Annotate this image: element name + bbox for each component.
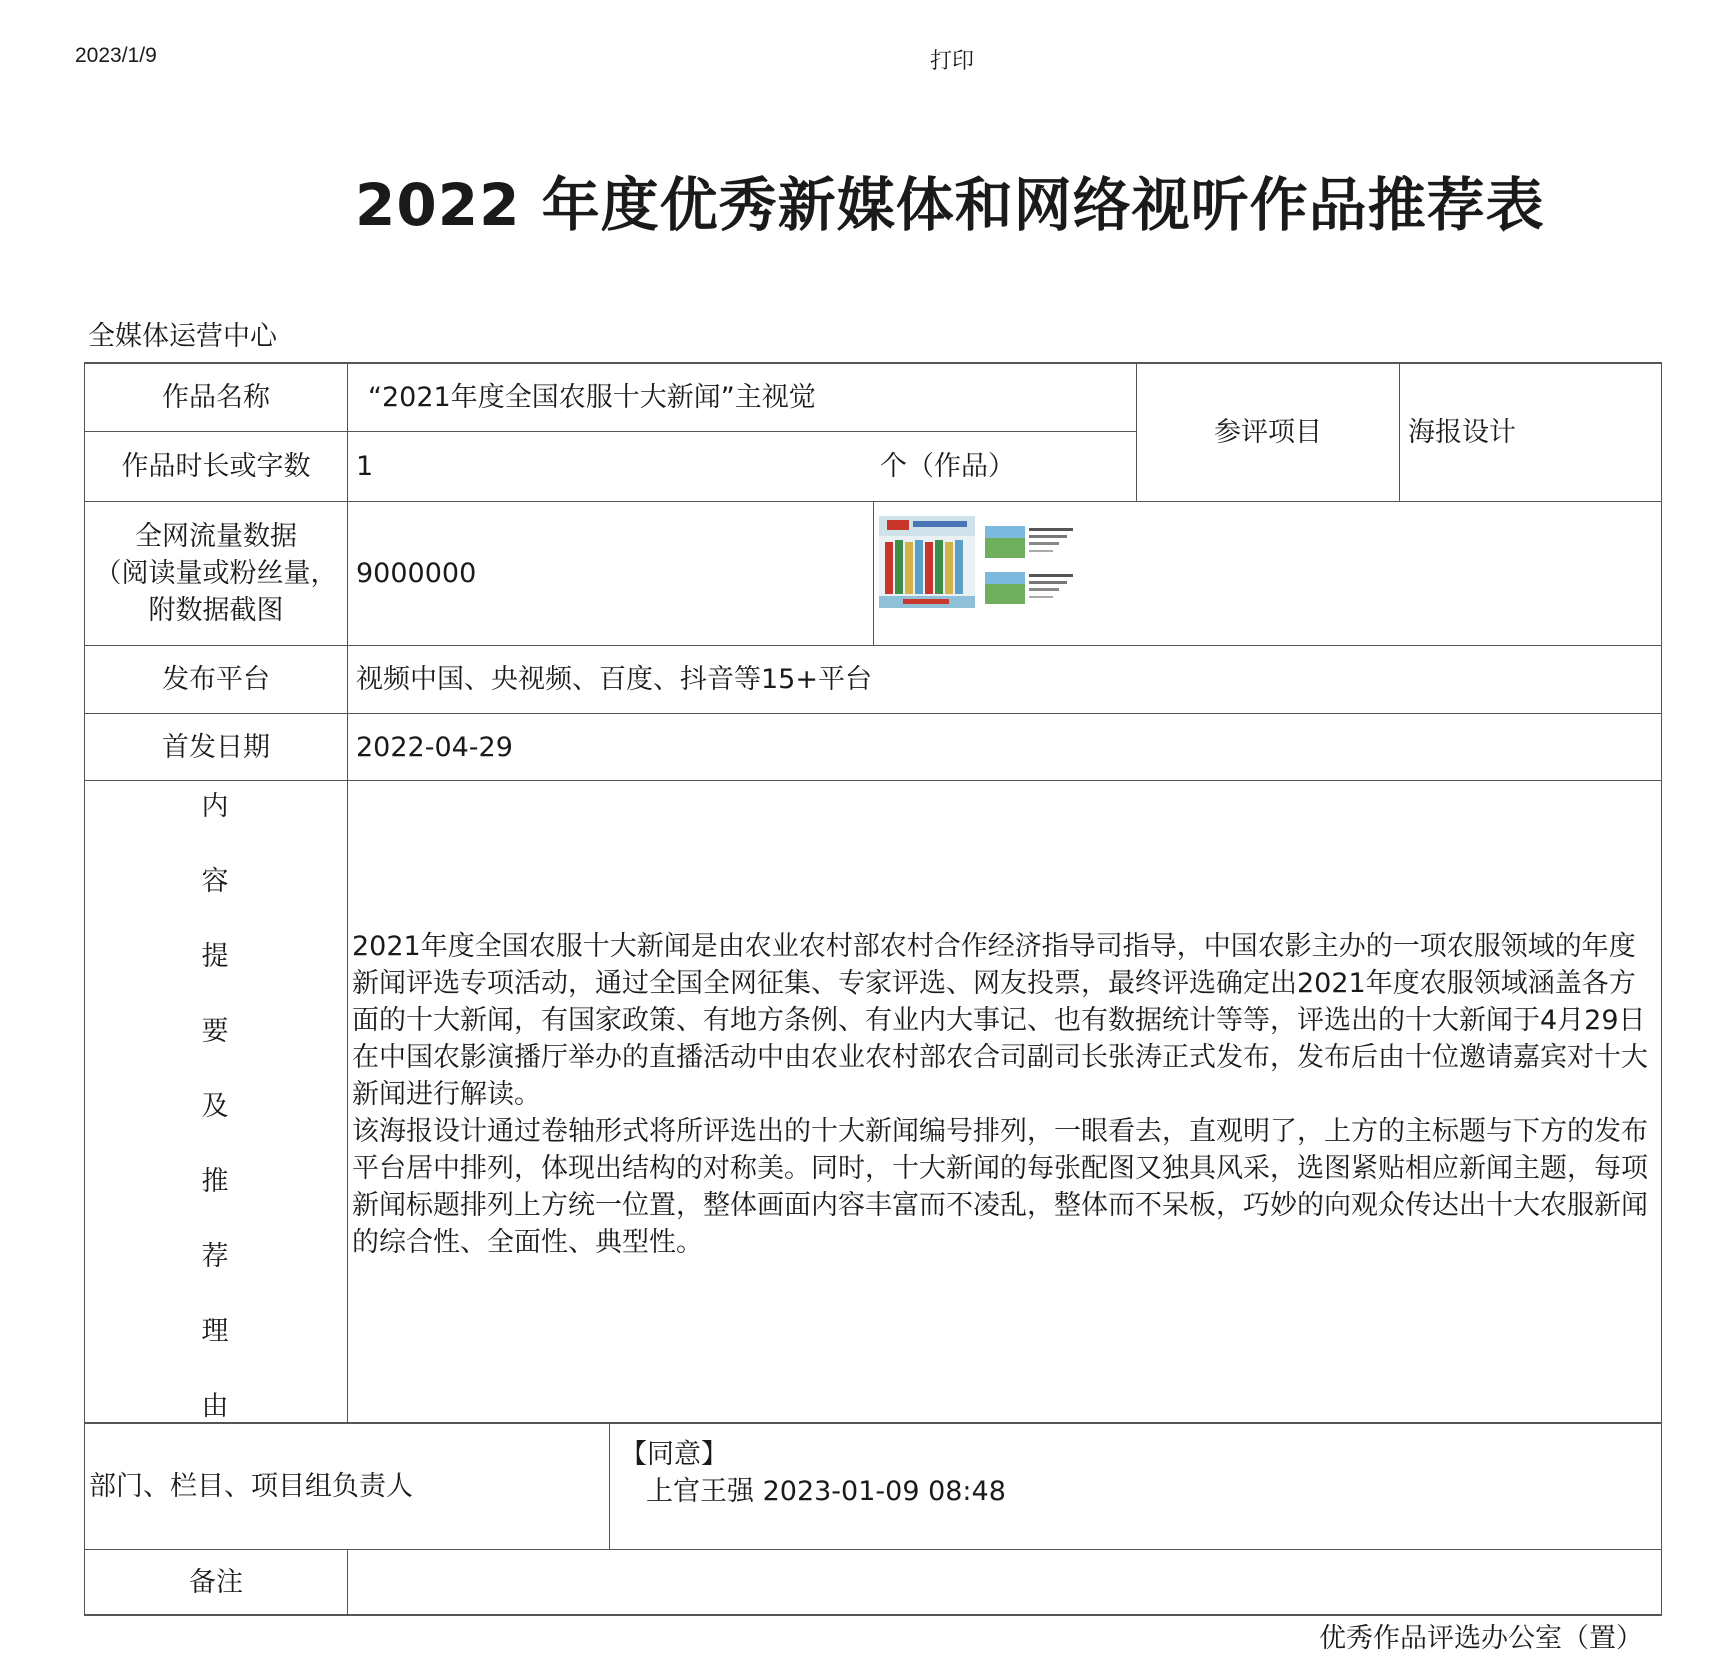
traffic-label — [85, 502, 347, 645]
intro-label-char: 提 — [201, 941, 229, 972]
print-label: 打印 — [930, 49, 975, 74]
intro-label-char: 内 — [201, 791, 229, 822]
intro-label-char: 由 — [201, 1391, 229, 1422]
platform-label: 发布平台 — [162, 664, 270, 695]
remarks-value — [348, 1550, 1648, 1614]
first-date-label: 首发日期 — [162, 731, 270, 763]
intro-text — [352, 928, 1648, 1261]
approval-label: 部门、栏目、项目组负责人 — [89, 1470, 413, 1502]
work-name-value: “2021年度全国农服十大新闻”主视觉 — [368, 381, 816, 413]
intro-label-char: 荐 — [201, 1241, 229, 1272]
first-date-value: 2022-04-29 — [356, 731, 513, 763]
intro-label-char: 要 — [201, 1016, 229, 1047]
work-name-label: 作品名称 — [162, 381, 270, 413]
table-line — [84, 780, 1662, 781]
platform-value: 视频中国、央视频、百度、抖音等15+平台 — [356, 664, 872, 695]
page-title: 2022 年度优秀新媒体和网络视听作品推荐表 — [355, 171, 1545, 239]
data-screenshot-image — [873, 512, 1083, 612]
duration-value: 1 — [356, 451, 374, 482]
intro-paragraph: 该海报设计通过卷轴形式将所评选出的十大新闻编号排列，一眼看去，直观明了，上方的主标题与下方的发布平台居中排列，体现出结构的对称美。同时，十大新闻的每张配图又独具风采，选图紧贴相应新闻主题，每项新闻标题排列上方统一位置，整体画面内容丰富而不凌乱，整体而不呆板，巧妙的向观众传达出十大农服新闻的综合性、全面性、典型性。 — [352, 1116, 1648, 1258]
approval-status: 【同意】 — [620, 1439, 728, 1470]
duration-label: 作品时长或字数 — [121, 451, 311, 482]
intro-label-char: 推 — [201, 1166, 229, 1197]
table-border-right — [1661, 362, 1662, 1615]
traffic-label-line-2: （阅读量或粉丝量， — [94, 558, 338, 589]
intro-label-char: 理 — [201, 1316, 229, 1347]
duration-unit: 个（作品） — [880, 451, 1015, 482]
approval-signer: 上官王强 2023-01-09 08:48 — [646, 1476, 1006, 1507]
footer-office: 优秀作品评选办公室（置） — [1319, 1623, 1643, 1654]
department-label: 全媒体运营中心 — [88, 321, 277, 352]
category-value: 海报设计 — [1408, 416, 1516, 448]
table-line — [609, 1422, 610, 1550]
traffic-label-line-3: 附数据截图 — [148, 595, 284, 626]
intro-paragraph: 2021年度全国农服十大新闻是由农业农村部农村合作经济指导司指导，中国农影主办的一项农服领域的年度新闻评选专项活动，通过全国全网征集、专家评选、网友投票，最终评选确定出2021年度农服领域涵盖各方面的十大新闻，有国家政策、有地方条例、有业内大事记、也有数据统计等等，评选出的十大新闻于4月29日在中国农影演播厅举办的直播活动中由农业农村部农合司副司长张涛正式发布，发布后由十位邀请嘉宾对十大新闻进行解读。 — [352, 931, 1648, 1110]
print-date: 2023/1/9 — [75, 44, 157, 67]
remarks-label: 备注 — [189, 1566, 243, 1598]
traffic-value: 9000000 — [356, 558, 477, 589]
traffic-label-line-1: 全网流量数据 — [135, 521, 297, 552]
category-label: 参评项目 — [1214, 416, 1322, 448]
intro-label-char: 容 — [201, 866, 229, 897]
intro-label-char: 及 — [201, 1091, 229, 1122]
